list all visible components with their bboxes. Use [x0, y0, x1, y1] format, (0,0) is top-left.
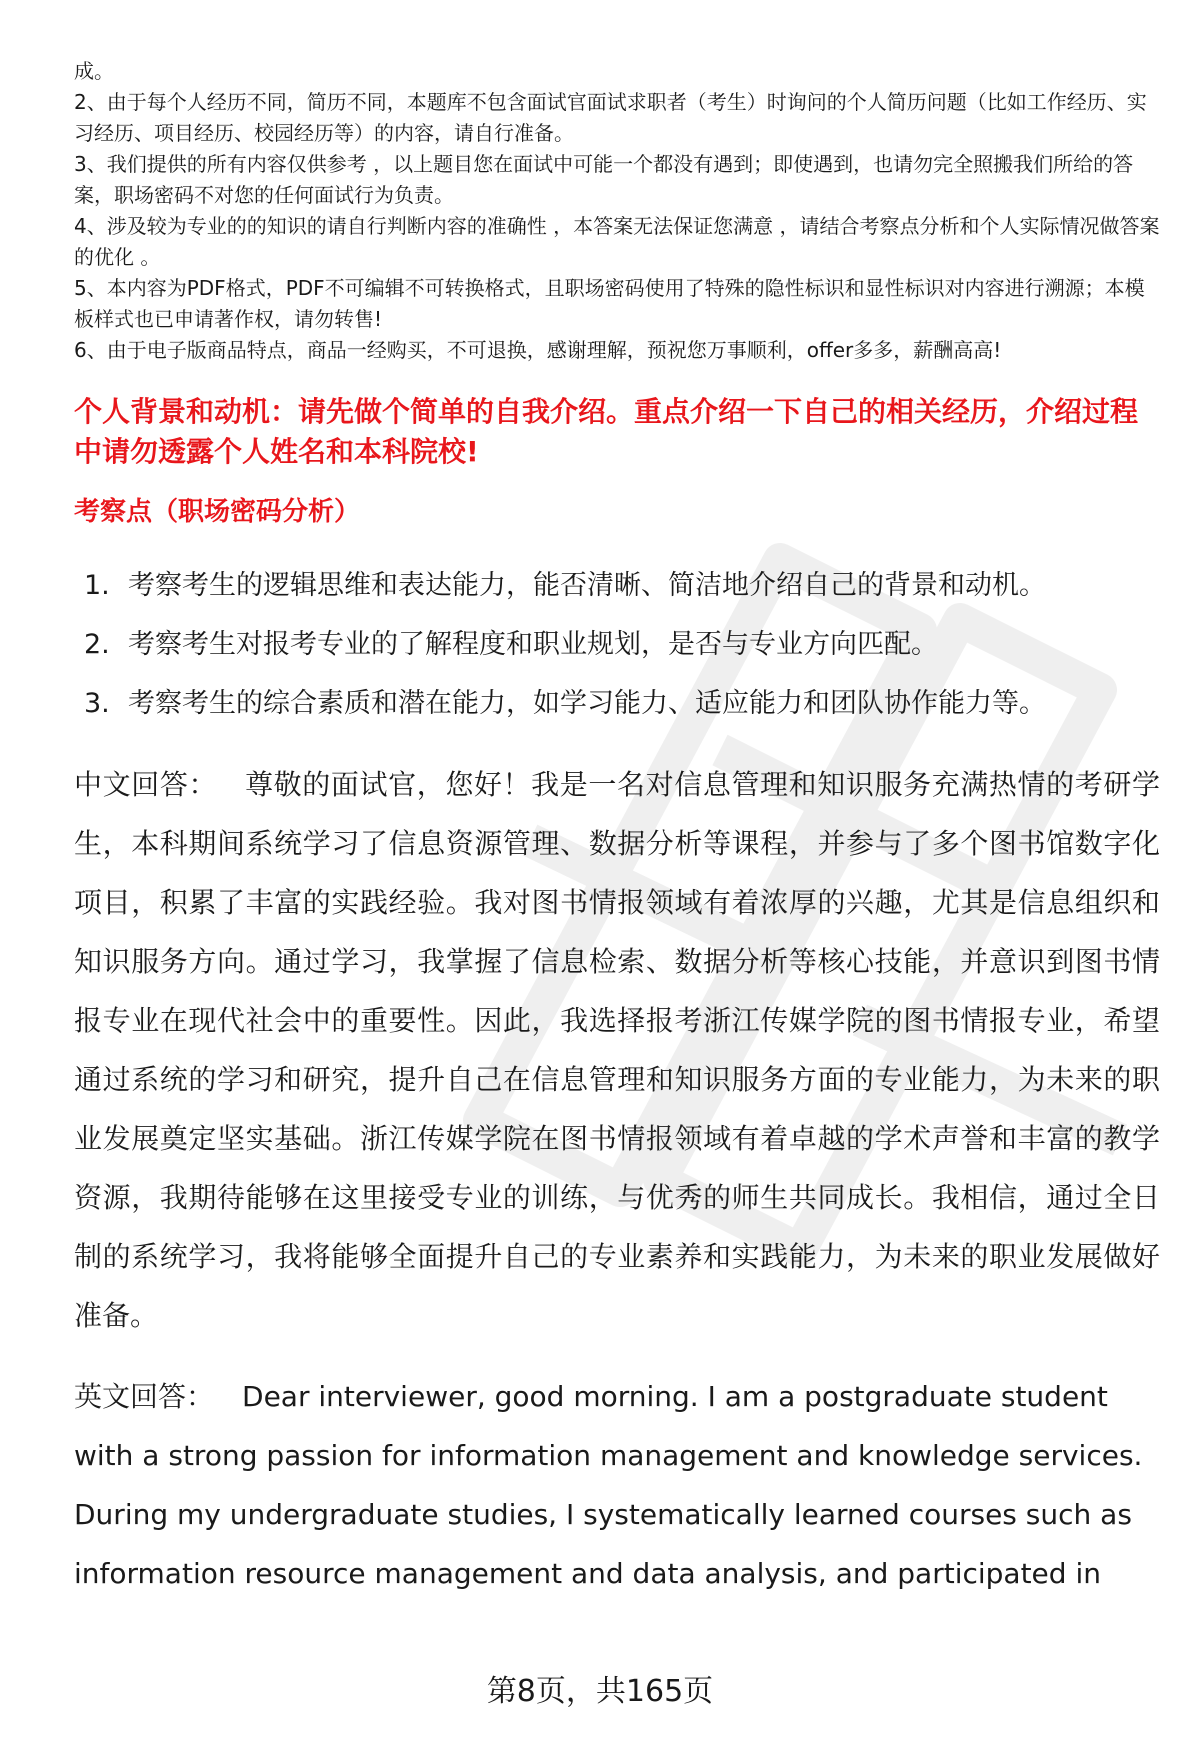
question-heading: 个人背景和动机：请先做个简单的自我介绍。重点介绍一下自己的相关经历，介绍过程中请勿透露个人姓名和本科院校! — [74, 395, 1139, 468]
chinese-answer — [74, 755, 1160, 1345]
points-list — [74, 556, 1160, 733]
notes-section — [74, 56, 1160, 366]
chinese-answer-text: 尊敬的面试官，您好！我是一名对信息管理和知识服务充满热情的考研学生，本科期间系统学习了信息资源管理、数据分析等课程，并参与了多个图书馆数字化项目，积累了丰富的实践经验。我对图书情报领域有着浓厚的兴趣，尤其是信息组织和知识服务方向。通过学习，我掌握了信息检索、数据分析等核心技能，并意识到图书情报专业在现代社会中的重要性。因此，我选择报考浙江传媒学院的图书情报专业，希望通过系统的学习和研究，提升自己在信息管理和知识服务方面的专业能力，为未来的职业发展奠定坚实基础。浙江传媒学院在图书情报领域有着卓越的学术声誉和丰富的教学资源，我期待能够在这里接受专业的训练，与优秀的师生共同成长。我相信，通过全日制的系统学习，我将能够全面提升自己的专业素养和实践能力，为未来的职业发展做好准备。 — [74, 768, 1160, 1332]
english-answer-label: 英文回答： — [74, 1380, 215, 1413]
point-text: 考察考生的逻辑思维和表达能力，能否清晰、简洁地介绍自己的背景和动机。 — [128, 570, 1046, 601]
point-item — [74, 674, 1160, 733]
note-line: 成。 — [74, 59, 114, 83]
note-line: 2、由于每个人经历不同，简历不同，本题库不包含面试官面试求职者（考生）时询问的个人简历问题（比如工作经历、实习经历、项目经历、校园经历等）的内容，请自行准备。 — [74, 90, 1147, 145]
note-line: 4、涉及较为专业的的知识的请自行判断内容的准确性 ，本答案无法保证您满意 ，请结合考察点分析和个人实际情况做答案的优化 。 — [74, 214, 1160, 269]
chinese-answer-label: 中文回答： — [74, 768, 218, 801]
document-page — [74, 56, 1160, 1603]
english-answer-text: Dear interviewer, good morning. I am a postgraduate student with a strong passion for information management and knowledge services. During my undergraduate studies, I systematically learned courses such as information resource management and data analysis, and participated in — [74, 1380, 1143, 1590]
point-text: 考察考生对报考专业的了解程度和职业规划，是否与专业方向匹配。 — [128, 629, 938, 660]
point-number: 1. — [84, 570, 110, 601]
english-answer — [74, 1367, 1160, 1603]
points-heading: 考察点（职场密码分析） — [74, 497, 361, 527]
note-line: 6、由于电子版商品特点，商品一经购买，不可退换，感谢理解，预祝您万事顺利，offer多多，薪酬高高! — [74, 338, 1002, 362]
point-number: 2. — [84, 629, 110, 660]
point-number: 3. — [84, 688, 110, 719]
point-text: 考察考生的综合素质和潜在能力，如学习能力、适应能力和团队协作能力等。 — [128, 688, 1046, 719]
note-line: 5、本内容为PDF格式，PDF不可编辑不可转换格式，且职场密码使用了特殊的隐性标识和显性标识对内容进行溯源；本模板样式也已申请著作权，请勿转售! — [74, 276, 1145, 331]
page-number-footer: 第8页，共165页 — [486, 1674, 714, 1709]
point-item — [74, 615, 1160, 674]
point-item — [74, 556, 1160, 615]
note-line: 3、我们提供的所有内容仅供参考 ，以上题目您在面试中可能一个都没有遇到；即使遇到，也请勿完全照搬我们所给的答案，职场密码不对您的任何面试行为负责。 — [74, 152, 1134, 207]
